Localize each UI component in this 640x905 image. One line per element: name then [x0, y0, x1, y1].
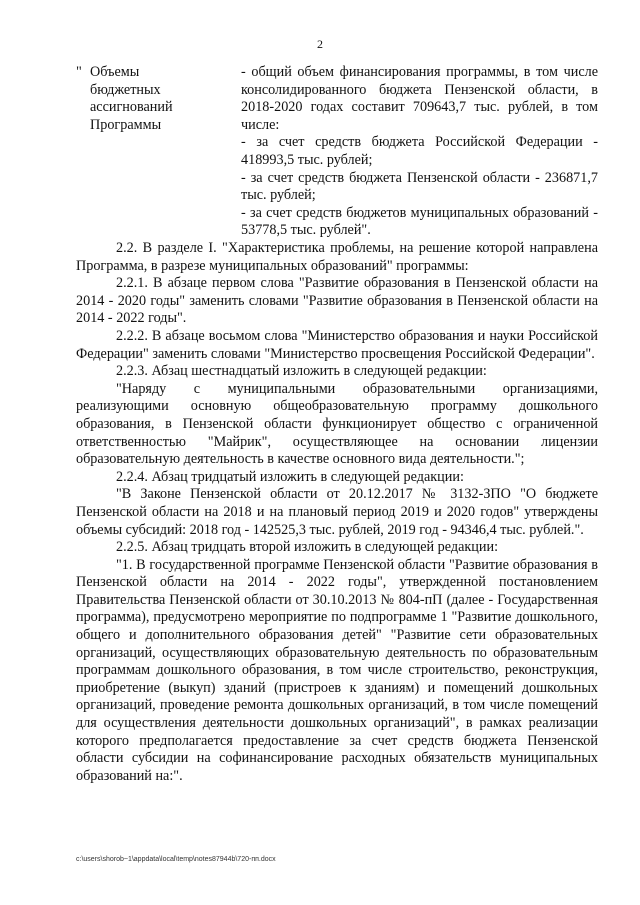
passport-regional-paragraph: - за счет средств бюджета Пензенской области - 236871,7 тыс. рублей;	[241, 169, 598, 204]
passport-label-line: Программы	[90, 116, 162, 133]
file-path-footer: c:\users\shorob~1\appdata\local\temp\notes87944b\720-пп.docx	[76, 856, 276, 863]
passport-total-paragraph: - общий объем финансирования программы, в том числе консолидированного бюджета Пензенской области, в 2018-2020 годах составит 709643,7 тыс. рублей, в том числе:	[241, 64, 598, 133]
paragraph-2-2-4-text: "В Законе Пензенской области от 20.12.2017 № 3132-ЗПО "О бюджете Пензенской области на 2018 и на плановый период 2019 и 2020 годов" утверждены объемы субсидий: 2018 год - 142525,3 тыс. рублей, 2019 год - 94346,4 тыс. рублей.".	[76, 486, 598, 538]
passport-label-line: Объемы	[90, 64, 140, 80]
paragraph-2-2: 2.2. В разделе I. "Характеристика проблемы, на решение которой направлена Программа, в разрезе муниципальных образований" программы:	[76, 240, 598, 274]
passport-label-line: ассигнований	[90, 99, 173, 116]
passport-municipal-paragraph: - за счет средств бюджетов муниципальных образований - 53778,5 тыс. рублей".	[241, 204, 598, 239]
paragraph-2-2-3: 2.2.3. Абзац шестнадцатый изложить в следующей редакции:	[116, 363, 487, 380]
passport-label-line: бюджетных	[90, 81, 161, 98]
document-body	[76, 240, 598, 785]
paragraph-2-2-4: 2.2.4. Абзац тридцатый изложить в следующей редакции:	[116, 468, 464, 485]
page-number: 2	[317, 37, 323, 51]
passport-label	[90, 64, 240, 134]
passport-value-cell	[241, 64, 598, 240]
opening-quote: "	[76, 64, 82, 80]
paragraph-2-2-5-text: "1. В государственной программе Пензенской области "Развитие образования в Пензенской области на 2014 - 2022 годы", утвержденной постановлением Правительства Пензенской области от 30.10.2013 № 804-пП (далее - Государственная программа), предусмотрено мероприятие по подпрограмме 1 "Развитие дошкольного, общего и дополнительного образования детей" "Развитие сети образовательных организаций, осуществляющих образовательную деятельность по образовательным программам дошкольного образования, в том числе строительство, реконструкция, приобретение (выкуп) зданий (пристроев к зданиям) и помещений дошкольных организаций, проведение ремонта дошкольных организаций, в том числе помещений для осуществления деятельности дошкольных организаций", в рамках реализации которого предполагается предоставление за счет средств бюджета Пензенской области субсидии на софинансирование расходных обязательств муниципальных образований на:".	[76, 556, 598, 784]
paragraph-2-2-1: 2.2.1. В абзаце первом слова "Развитие образования в Пензенской области на 2014 - 2020 годы" заменить словами "Развитие образования в Пензенской области на 2014 - 2022 годы".	[76, 275, 598, 327]
paragraph-2-2-3-text: "Наряду с муниципальными образовательными организациями, реализующими основную общеобразовательную программу дошкольного образования, в Пензенской области функционирует общество с ограниченной ответственностью "Майрик", осуществляющее на основании лицензии образовательную деятельность в качестве основного вида деятельности.";	[76, 380, 598, 468]
paragraph-2-2-5: 2.2.5. Абзац тридцать второй изложить в следующей редакции:	[116, 539, 499, 556]
paragraph-2-2-2: 2.2.2. В абзаце восьмом слова "Министерство образования и науки Российской Федерации" заменить словами "Министерство просвещения Российской Федерации".	[76, 327, 598, 362]
passport-federal-paragraph: - за счет средств бюджета Российской Федерации - 418993,5 тыс. рублей;	[241, 134, 598, 168]
